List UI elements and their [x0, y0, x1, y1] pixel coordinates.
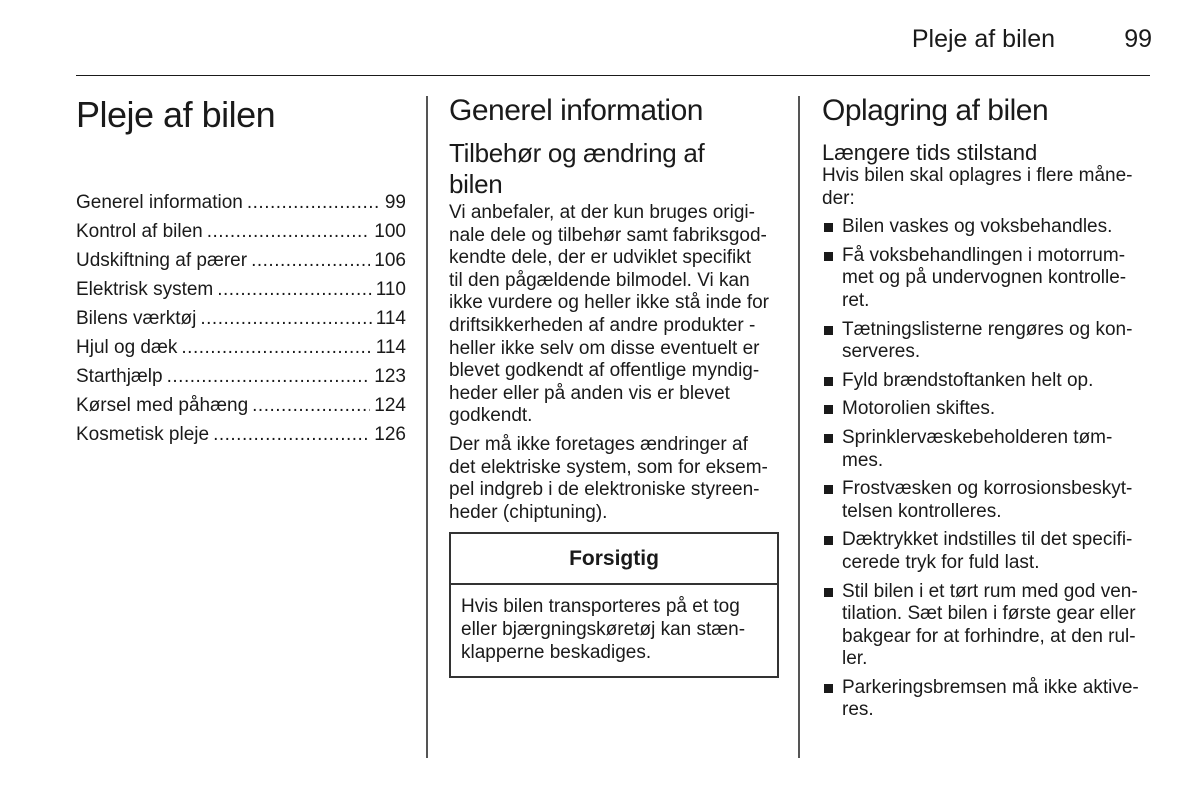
toc-leader-dots — [200, 304, 371, 333]
toc-leader-dots — [167, 362, 371, 391]
toc-leader-dots — [213, 420, 370, 449]
toc-leader-dots — [252, 391, 370, 420]
text-line: Hvis bilen transporteres på et tog — [461, 596, 740, 618]
page-number: 99 — [1124, 25, 1152, 53]
list-item — [822, 529, 1152, 574]
text-line: Motorolien skiftes. — [842, 398, 996, 420]
toc-leader-dots — [247, 188, 381, 217]
toc-entry-page: 106 — [374, 250, 406, 271]
toc-leader-dots — [181, 333, 371, 362]
square-bullet-icon — [824, 536, 833, 545]
toc-entry-label: Udskiftning af pærer — [76, 250, 248, 271]
text-line: Parkeringsbremsen må ikke aktive- — [842, 676, 1139, 698]
section-heading: Generel information — [449, 94, 703, 127]
list-item — [822, 319, 1152, 364]
text-line: Vi anbefaler, at der kun bruges origi- — [449, 202, 755, 223]
list-item — [822, 398, 1152, 421]
square-bullet-icon — [824, 223, 833, 232]
text-line: heder (chiptuning). — [449, 501, 608, 523]
square-bullet-icon — [824, 588, 833, 597]
text-line: Dæktrykket indstilles til det specifi- — [842, 529, 1133, 551]
toc-entry-page: 114 — [375, 337, 406, 358]
subsection-heading — [449, 138, 779, 200]
toc-entry-page: 99 — [384, 192, 406, 213]
text-line: bakgear for at forhindre, at den rul- — [842, 625, 1136, 647]
square-bullet-icon — [824, 377, 833, 386]
list-item — [822, 216, 1152, 239]
text-line: telsen kontrolleres. — [842, 500, 1002, 522]
toc-entry-label: Starthjælp — [76, 366, 163, 387]
general-info-column — [449, 94, 779, 678]
subsection-heading-line: Tilbehør og ændring af — [449, 138, 705, 168]
running-header-title: Pleje af bilen — [911, 25, 1055, 53]
toc-entry[interactable] — [76, 217, 406, 246]
storage-checklist — [822, 216, 1152, 722]
toc-entry-page: 110 — [375, 279, 406, 300]
section-heading: Oplagring af bilen — [822, 94, 1049, 127]
text-line: ler. — [842, 648, 868, 670]
text-line: pel indgreb i de elektroniske styreen- — [449, 479, 760, 501]
text-line: nale dele og tilbehør samt fabriksgod- — [449, 224, 767, 246]
caution-text — [451, 585, 777, 676]
text-line: Frostvæsken og korrosionsbeskyt- — [842, 478, 1133, 500]
square-bullet-icon — [824, 485, 833, 494]
toc-leader-dots — [207, 217, 371, 246]
toc-entry-label: Elektrisk system — [76, 279, 214, 300]
text-line: godkendt. — [449, 405, 533, 427]
toc-entry[interactable] — [76, 333, 406, 362]
text-line: til den pågældende bilmodel. Vi kan — [449, 269, 750, 291]
text-line: Bilen vaskes og voksbehandles. — [842, 216, 1113, 238]
text-line: mes. — [842, 449, 884, 471]
list-item — [822, 370, 1152, 393]
column-divider-left — [426, 96, 428, 758]
text-line: driftsikkerheden af andre produkter - — [449, 314, 756, 336]
column-divider-right — [798, 96, 800, 758]
list-item — [822, 478, 1152, 523]
text-line: met og på undervognen kontrolle- — [842, 267, 1127, 289]
chapter-column — [76, 94, 406, 449]
text-line: Sprinklervæskebeholderen tøm- — [842, 426, 1113, 448]
toc-entry-label: Bilens værktøj — [76, 308, 197, 329]
toc-entry-page: 126 — [374, 424, 406, 445]
text-line: ikke vurdere og heller ikke stå inde for — [449, 292, 769, 314]
table-of-contents — [76, 188, 406, 449]
toc-entry[interactable] — [76, 188, 406, 217]
toc-leader-dots — [217, 275, 371, 304]
toc-entry[interactable] — [76, 304, 406, 333]
toc-entry[interactable] — [76, 362, 406, 391]
toc-entry-label: Kontrol af bilen — [76, 221, 203, 242]
storage-column — [822, 94, 1152, 722]
toc-entry-page: 100 — [374, 221, 406, 242]
toc-entry-page: 114 — [375, 308, 406, 329]
chapter-title: Pleje af bilen — [76, 94, 276, 135]
list-item — [822, 581, 1152, 671]
list-item — [822, 245, 1152, 313]
toc-entry-label: Hjul og dæk — [76, 337, 178, 358]
toc-entry-page: 123 — [374, 366, 406, 387]
text-line: Der må ikke foretages ændringer af — [449, 433, 748, 455]
text-line: serveres. — [842, 341, 921, 363]
toc-leader-dots — [251, 246, 370, 275]
toc-entry[interactable] — [76, 420, 406, 449]
square-bullet-icon — [824, 684, 833, 693]
square-bullet-icon — [824, 252, 833, 261]
text-line: klapperne beskadiges. — [461, 641, 652, 663]
list-item — [822, 427, 1152, 472]
text-line: ret. — [842, 289, 870, 311]
square-bullet-icon — [824, 405, 833, 414]
toc-entry[interactable] — [76, 275, 406, 304]
text-line: res. — [842, 699, 874, 721]
text-line: der: — [822, 187, 855, 209]
text-line: cerede tryk for fuld last. — [842, 551, 1040, 573]
text-line: tilation. Sæt bilen i første gear eller — [842, 603, 1136, 625]
header-divider — [76, 75, 1150, 76]
square-bullet-icon — [824, 326, 833, 335]
body-paragraph — [449, 434, 779, 524]
square-bullet-icon — [824, 434, 833, 443]
text-line: Tætningslisterne rengøres og kon- — [842, 318, 1133, 340]
intro-paragraph — [822, 165, 1152, 210]
toc-entry[interactable] — [76, 246, 406, 275]
text-line: Hvis bilen skal oplagres i flere måne- — [822, 165, 1133, 186]
toc-entry[interactable] — [76, 391, 406, 420]
text-line: det elektriske system, som for eksem- — [449, 456, 768, 478]
subsection-heading-line: bilen — [449, 169, 503, 199]
toc-entry-page: 124 — [374, 395, 406, 416]
text-line: eller bjærgningskøretøj kan stæn- — [461, 618, 746, 640]
text-line: Stil bilen i et tørt rum med god ven- — [842, 580, 1138, 602]
toc-entry-label: Generel information — [76, 192, 243, 213]
text-line: heder eller på anden vis er blevet — [449, 382, 730, 404]
body-paragraph — [449, 202, 779, 428]
text-line: blevet godkendt af offentlige myndig- — [449, 360, 760, 382]
text-line: kendte dele, der er udviklet specifikt — [449, 247, 752, 269]
caution-box — [449, 532, 779, 678]
caution-title: Forsigtig — [451, 534, 777, 585]
toc-entry-label: Kørsel med påhæng — [76, 395, 249, 416]
text-line: Få voksbehandlingen i motorrum- — [842, 244, 1126, 266]
list-item — [822, 677, 1152, 722]
subsection-heading: Længere tids stilstand — [822, 140, 1038, 165]
text-line: heller ikke selv om disse eventuelt er — [449, 337, 760, 359]
toc-entry-label: Kosmetisk pleje — [76, 424, 210, 445]
text-line: Fyld brændstoftanken helt op. — [842, 369, 1094, 391]
